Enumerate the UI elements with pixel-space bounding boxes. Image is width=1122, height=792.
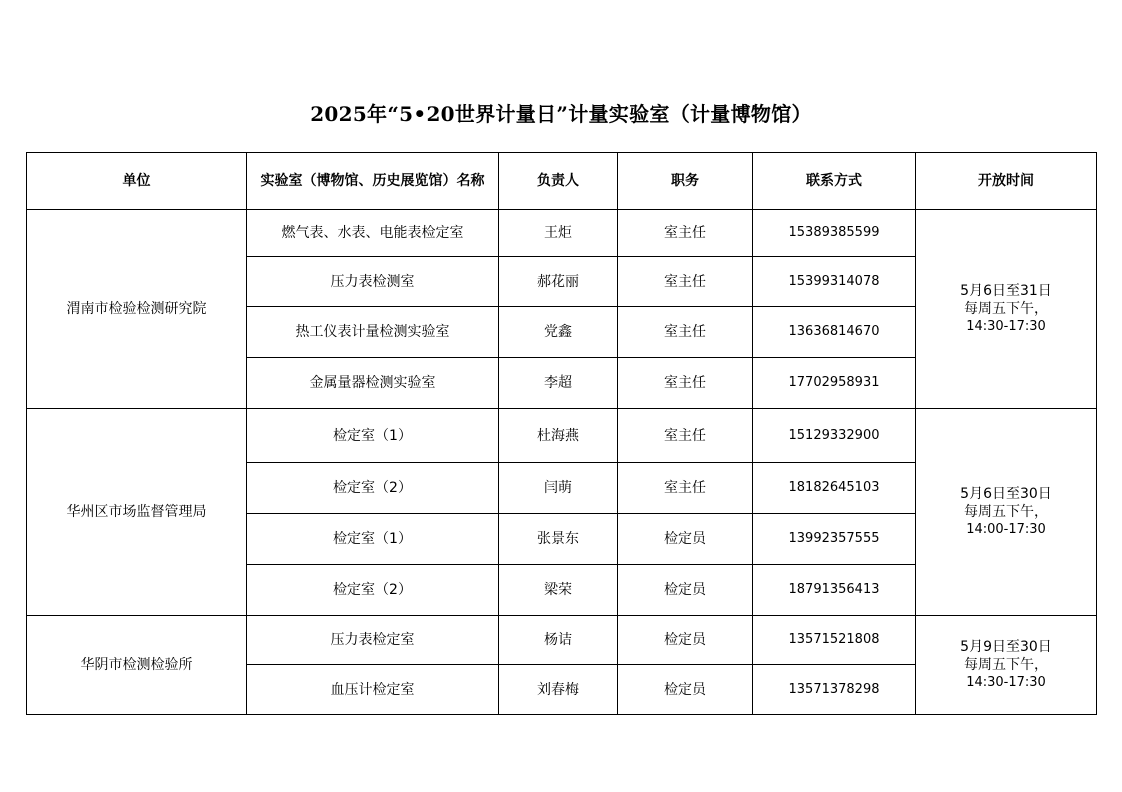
hours-dates: 5月9日至30日 bbox=[960, 639, 1052, 655]
table-row bbox=[27, 409, 1097, 463]
person-cell: 党鑫 bbox=[499, 307, 618, 358]
hours-time: 14:30-17:30 bbox=[966, 319, 1046, 334]
phone-cell: 15129332900 bbox=[753, 409, 916, 463]
header-contact: 联系方式 bbox=[753, 153, 916, 210]
position-cell: 检定员 bbox=[618, 514, 753, 565]
unit-cell: 华州区市场监督管理局 bbox=[27, 409, 247, 616]
hours-dates: 5月6日至30日 bbox=[960, 486, 1052, 502]
table-row bbox=[27, 616, 1097, 665]
position-cell: 检定员 bbox=[618, 665, 753, 715]
position-cell: 室主任 bbox=[618, 257, 753, 307]
table-row bbox=[27, 210, 1097, 257]
header-lab-name: 实验室（博物馆、历史展览馆）名称 bbox=[247, 153, 499, 210]
lab-name-cell: 检定室（1） bbox=[247, 409, 499, 463]
lab-name-cell: 血压计检定室 bbox=[247, 665, 499, 715]
position-cell: 检定员 bbox=[618, 565, 753, 616]
hours-time: 14:00-17:30 bbox=[966, 522, 1046, 537]
person-cell: 李超 bbox=[499, 358, 618, 409]
hours-weekday: 每周五下午， bbox=[964, 657, 1048, 673]
person-cell: 张景东 bbox=[499, 514, 618, 565]
lab-name-cell: 检定室（2） bbox=[247, 463, 499, 514]
phone-cell: 15389385599 bbox=[753, 210, 916, 257]
header-hours: 开放时间 bbox=[916, 153, 1097, 210]
lab-name-cell: 燃气表、水表、电能表检定室 bbox=[247, 210, 499, 257]
header-person: 负责人 bbox=[499, 153, 618, 210]
person-cell: 杜海燕 bbox=[499, 409, 618, 463]
hours-dates: 5月6日至31日 bbox=[960, 283, 1052, 299]
person-cell: 刘春梅 bbox=[499, 665, 618, 715]
lab-schedule-table bbox=[26, 152, 1097, 715]
unit-cell: 渭南市检验检测研究院 bbox=[27, 210, 247, 409]
header-position: 职务 bbox=[618, 153, 753, 210]
hours-time: 14:30-17:30 bbox=[966, 675, 1046, 690]
hours-cell bbox=[916, 210, 1097, 409]
header-unit: 单位 bbox=[27, 153, 247, 210]
lab-name-cell: 金属量器检测实验室 bbox=[247, 358, 499, 409]
position-cell: 室主任 bbox=[618, 358, 753, 409]
hours-cell bbox=[916, 616, 1097, 715]
phone-cell: 18182645103 bbox=[753, 463, 916, 514]
hours-weekday: 每周五下午， bbox=[964, 504, 1048, 520]
unit-cell: 华阴市检测检验所 bbox=[27, 616, 247, 715]
phone-cell: 15399314078 bbox=[753, 257, 916, 307]
phone-cell: 17702958931 bbox=[753, 358, 916, 409]
position-cell: 室主任 bbox=[618, 307, 753, 358]
hours-weekday: 每周五下午， bbox=[964, 301, 1048, 317]
phone-cell: 13571378298 bbox=[753, 665, 916, 715]
hours-cell bbox=[916, 409, 1097, 616]
position-cell: 室主任 bbox=[618, 409, 753, 463]
phone-cell: 13571521808 bbox=[753, 616, 916, 665]
lab-name-cell: 热工仪表计量检测实验室 bbox=[247, 307, 499, 358]
lab-name-cell: 检定室（2） bbox=[247, 565, 499, 616]
lab-name-cell: 检定室（1） bbox=[247, 514, 499, 565]
page-title: 2025年“5•20世界计量日”计量实验室（计量博物馆） bbox=[310, 102, 812, 126]
lab-name-cell: 压力表检测室 bbox=[247, 257, 499, 307]
phone-cell: 13636814670 bbox=[753, 307, 916, 358]
table-header-row bbox=[27, 153, 1097, 210]
person-cell: 杨诘 bbox=[499, 616, 618, 665]
phone-cell: 13992357555 bbox=[753, 514, 916, 565]
person-cell: 王炬 bbox=[499, 210, 618, 257]
person-cell: 闫萌 bbox=[499, 463, 618, 514]
person-cell: 梁荣 bbox=[499, 565, 618, 616]
lab-name-cell: 压力表检定室 bbox=[247, 616, 499, 665]
position-cell: 检定员 bbox=[618, 616, 753, 665]
person-cell: 郝花丽 bbox=[499, 257, 618, 307]
position-cell: 室主任 bbox=[618, 463, 753, 514]
phone-cell: 18791356413 bbox=[753, 565, 916, 616]
position-cell: 室主任 bbox=[618, 210, 753, 257]
